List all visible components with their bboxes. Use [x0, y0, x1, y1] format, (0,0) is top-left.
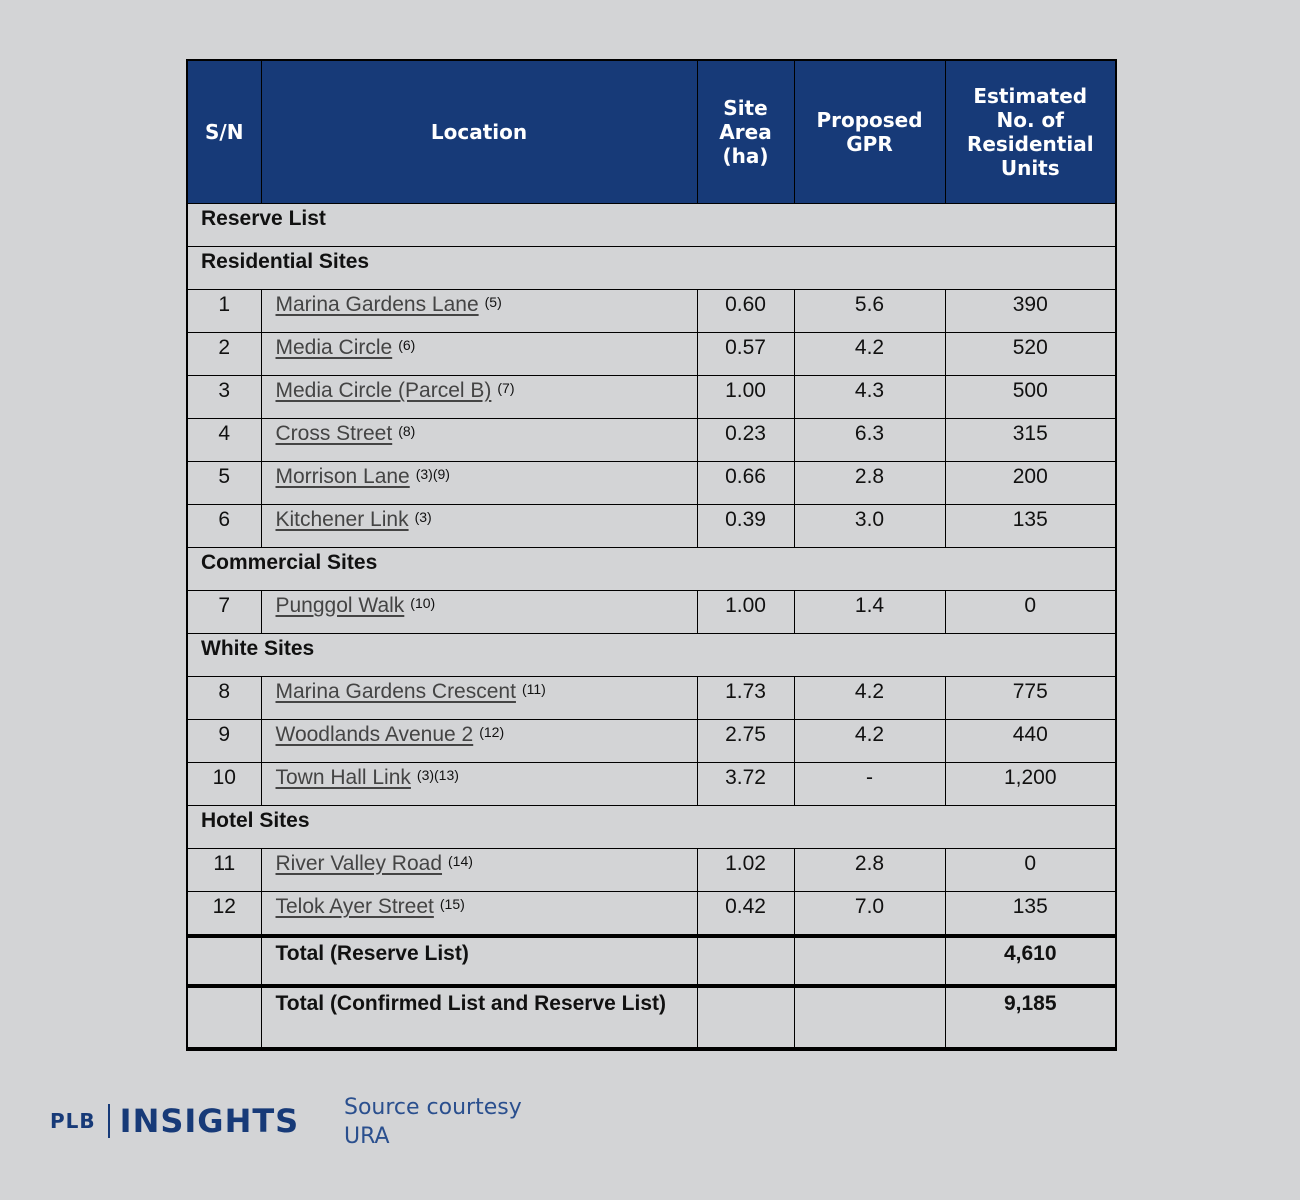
row-site-area: 1.00 — [697, 591, 794, 634]
footnote-ref: (3)(9) — [415, 466, 450, 482]
row-gpr: 4.3 — [794, 376, 945, 419]
table-row — [187, 419, 1116, 462]
total-label: Total (Reserve List) — [261, 936, 697, 986]
row-location-cell — [261, 849, 697, 892]
row-gpr: 5.6 — [794, 290, 945, 333]
section-row — [187, 806, 1116, 849]
row-location-cell — [261, 376, 697, 419]
row-sn: 1 — [187, 290, 261, 333]
row-sn: 12 — [187, 892, 261, 937]
table-row — [187, 462, 1116, 505]
row-gpr: 7.0 — [794, 892, 945, 937]
total-label: Total (Confirmed List and Reserve List) — [261, 986, 697, 1049]
logo-insights-text: INSIGHTS — [119, 1102, 300, 1140]
location-link[interactable]: Morrison Lane — [275, 465, 410, 488]
list-title: Reserve List — [187, 204, 1116, 247]
row-location-cell — [261, 892, 697, 937]
row-gpr: 1.4 — [794, 591, 945, 634]
row-gpr: 4.2 — [794, 720, 945, 763]
table-header-row — [187, 60, 1116, 204]
table-row — [187, 892, 1116, 937]
row-location-cell — [261, 462, 697, 505]
row-units: 135 — [945, 892, 1116, 937]
row-site-area: 0.57 — [697, 333, 794, 376]
location-link[interactable]: River Valley Road — [275, 852, 443, 875]
row-site-area: 2.75 — [697, 720, 794, 763]
section-residential: Residential Sites — [187, 247, 1116, 290]
location-link[interactable]: Media Circle — [275, 336, 393, 359]
location-link[interactable]: Cross Street — [275, 422, 393, 445]
row-site-area: 0.60 — [697, 290, 794, 333]
row-gpr: 3.0 — [794, 505, 945, 548]
location-link[interactable]: Woodlands Avenue 2 — [275, 723, 474, 746]
source-line-2: URA — [344, 1124, 390, 1149]
footnote-ref: (8) — [398, 423, 416, 439]
row-sn: 7 — [187, 591, 261, 634]
row-units: 200 — [945, 462, 1116, 505]
location-link[interactable]: Marina Gardens Crescent — [275, 680, 516, 703]
row-sn: 11 — [187, 849, 261, 892]
section-row — [187, 548, 1116, 591]
total-gpr-cell — [794, 986, 945, 1049]
section-hotel: Hotel Sites — [187, 806, 1116, 849]
row-location-cell — [261, 505, 697, 548]
total-area-cell — [697, 936, 794, 986]
total-row-reserve — [187, 936, 1116, 986]
row-gpr: 2.8 — [794, 849, 945, 892]
footnote-ref: (3)(13) — [416, 767, 459, 783]
source-credit — [344, 1093, 522, 1151]
row-units: 500 — [945, 376, 1116, 419]
footnote-ref: (12) — [479, 724, 505, 740]
row-sn: 5 — [187, 462, 261, 505]
location-link[interactable]: Media Circle (Parcel B) — [275, 379, 492, 402]
section-row — [187, 247, 1116, 290]
location-link[interactable]: Punggol Walk — [275, 594, 405, 617]
total-gpr-cell — [794, 936, 945, 986]
footnote-ref: (7) — [497, 380, 515, 396]
location-link[interactable]: Town Hall Link — [275, 766, 411, 789]
row-location-cell — [261, 677, 697, 720]
header-site-area: Site Area (ha) — [697, 60, 794, 204]
table-row — [187, 591, 1116, 634]
header-location: Location — [261, 60, 697, 204]
table-row — [187, 290, 1116, 333]
row-gpr: - — [794, 763, 945, 806]
logo-divider — [108, 1104, 110, 1138]
table-row — [187, 763, 1116, 806]
row-gpr: 4.2 — [794, 333, 945, 376]
footnote-ref: (10) — [410, 595, 436, 611]
row-units: 315 — [945, 419, 1116, 462]
row-site-area: 3.72 — [697, 763, 794, 806]
table-row — [187, 376, 1116, 419]
total-units: 9,185 — [945, 986, 1116, 1049]
footnote-ref: (15) — [439, 896, 465, 912]
header-sn: S/N — [187, 60, 261, 204]
row-sn: 3 — [187, 376, 261, 419]
plb-insights-logo — [50, 1101, 299, 1141]
row-site-area: 0.39 — [697, 505, 794, 548]
row-site-area: 0.23 — [697, 419, 794, 462]
row-sn: 4 — [187, 419, 261, 462]
total-units: 4,610 — [945, 936, 1116, 986]
row-site-area: 0.42 — [697, 892, 794, 937]
table-row — [187, 505, 1116, 548]
row-site-area: 1.73 — [697, 677, 794, 720]
row-site-area: 0.66 — [697, 462, 794, 505]
source-line-1: Source courtesy — [344, 1095, 522, 1120]
row-location-cell — [261, 720, 697, 763]
row-gpr: 2.8 — [794, 462, 945, 505]
row-units: 440 — [945, 720, 1116, 763]
header-units: Estimated No. of Residential Units — [945, 60, 1116, 204]
row-sn: 8 — [187, 677, 261, 720]
header-gpr: Proposed GPR — [794, 60, 945, 204]
row-location-cell — [261, 591, 697, 634]
row-sn: 2 — [187, 333, 261, 376]
reserve-list-table — [186, 59, 1117, 1051]
row-sn: 9 — [187, 720, 261, 763]
footnote-ref: (6) — [398, 337, 416, 353]
location-link[interactable]: Marina Gardens Lane — [275, 293, 479, 316]
row-site-area: 1.02 — [697, 849, 794, 892]
footnote-ref: (5) — [484, 294, 502, 310]
table-row — [187, 333, 1116, 376]
total-row-combined — [187, 986, 1116, 1049]
row-units: 775 — [945, 677, 1116, 720]
row-gpr: 4.2 — [794, 677, 945, 720]
row-units: 520 — [945, 333, 1116, 376]
row-location-cell — [261, 333, 697, 376]
row-units: 135 — [945, 505, 1116, 548]
table-row — [187, 677, 1116, 720]
footnote-ref: (3) — [414, 509, 432, 525]
row-gpr: 6.3 — [794, 419, 945, 462]
total-area-cell — [697, 986, 794, 1049]
location-link[interactable]: Kitchener Link — [275, 508, 409, 531]
row-units: 0 — [945, 591, 1116, 634]
footnote-ref: (14) — [448, 853, 473, 869]
row-sn: 10 — [187, 763, 261, 806]
row-site-area: 1.00 — [697, 376, 794, 419]
logo-plb-text: PLB — [50, 1109, 96, 1133]
total-sn-cell — [187, 936, 261, 986]
list-title-row — [187, 204, 1116, 247]
table-row — [187, 720, 1116, 763]
row-location-cell — [261, 290, 697, 333]
row-location-cell — [261, 419, 697, 462]
section-white: White Sites — [187, 634, 1116, 677]
table-row — [187, 849, 1116, 892]
footnote-ref: (11) — [521, 681, 546, 697]
location-link[interactable]: Telok Ayer Street — [275, 895, 434, 918]
total-sn-cell — [187, 986, 261, 1049]
row-units: 1,200 — [945, 763, 1116, 806]
row-sn: 6 — [187, 505, 261, 548]
row-units: 0 — [945, 849, 1116, 892]
section-row — [187, 634, 1116, 677]
section-commercial: Commercial Sites — [187, 548, 1116, 591]
row-location-cell — [261, 763, 697, 806]
row-units: 390 — [945, 290, 1116, 333]
